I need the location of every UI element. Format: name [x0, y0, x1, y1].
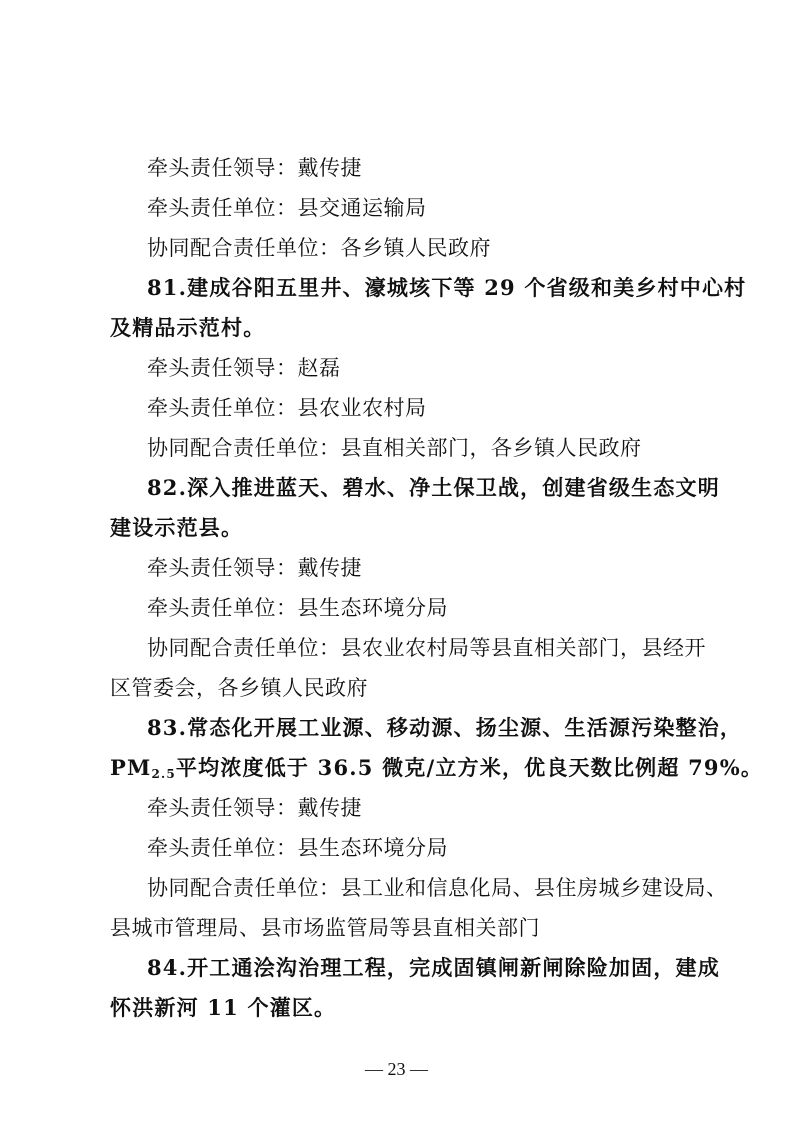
item-81-heading-cont: 及精品示范村。 [110, 315, 266, 340]
item-84-heading-cont: 怀洪新河 11 个灌区。 [110, 995, 337, 1020]
item-82-heading: 82.深入推进蓝天、碧水、净土保卫战，创建省级生态文明 [147, 475, 720, 500]
lead-leader-82: 牵头责任领导：戴传捷 [147, 556, 362, 580]
lead-unit-82: 牵头责任单位：县生态环境分局 [147, 596, 448, 620]
cooperating-units-1: 协同配合责任单位：各乡镇人民政府 [147, 236, 491, 260]
page-number: — 23 — [365, 1059, 428, 1079]
lead-leader-81: 牵头责任领导：赵磊 [147, 356, 341, 380]
item-83-heading-rest: 平均浓度低于 36.5 微克/立方米，优良天数比例超 79%。 [175, 755, 764, 780]
cooperating-units-83: 协同配合责任单位：县工业和信息化局、县住房城乡建设局、 [147, 876, 728, 900]
cooperating-units-82-cont: 区管委会，各乡镇人民政府 [110, 676, 368, 700]
item-84-heading: 84.开工通浍沟治理工程，完成固镇闸新闸除险加固，建成 [147, 955, 720, 980]
item-81-heading: 81.建成谷阳五里井、濠城垓下等 29 个省级和美乡村中心村 [147, 275, 747, 300]
pm-subscript: 2.5 [151, 767, 176, 781]
pm-label: PM [110, 755, 152, 780]
item-83-heading-cont [110, 755, 764, 786]
cooperating-units-81: 协同配合责任单位：县直相关部门，各乡镇人民政府 [147, 436, 642, 460]
lead-leader-1: 牵头责任领导：戴传捷 [147, 156, 362, 180]
cooperating-units-83-cont: 县城市管理局、县市场监管局等县直相关部门 [110, 916, 540, 940]
lead-unit-83: 牵头责任单位：县生态环境分局 [147, 836, 448, 860]
item-82-heading-cont: 建设示范县。 [110, 515, 244, 540]
cooperating-units-82: 协同配合责任单位：县农业农村局等县直相关部门，县经开 [147, 636, 706, 660]
lead-leader-83: 牵头责任领导：戴传捷 [147, 796, 362, 820]
item-83-heading: 83.常态化开展工业源、移动源、扬尘源、生活源污染整治， [147, 715, 743, 740]
lead-unit-1: 牵头责任单位：县交通运输局 [147, 196, 427, 220]
lead-unit-81: 牵头责任单位：县农业农村局 [147, 396, 427, 420]
